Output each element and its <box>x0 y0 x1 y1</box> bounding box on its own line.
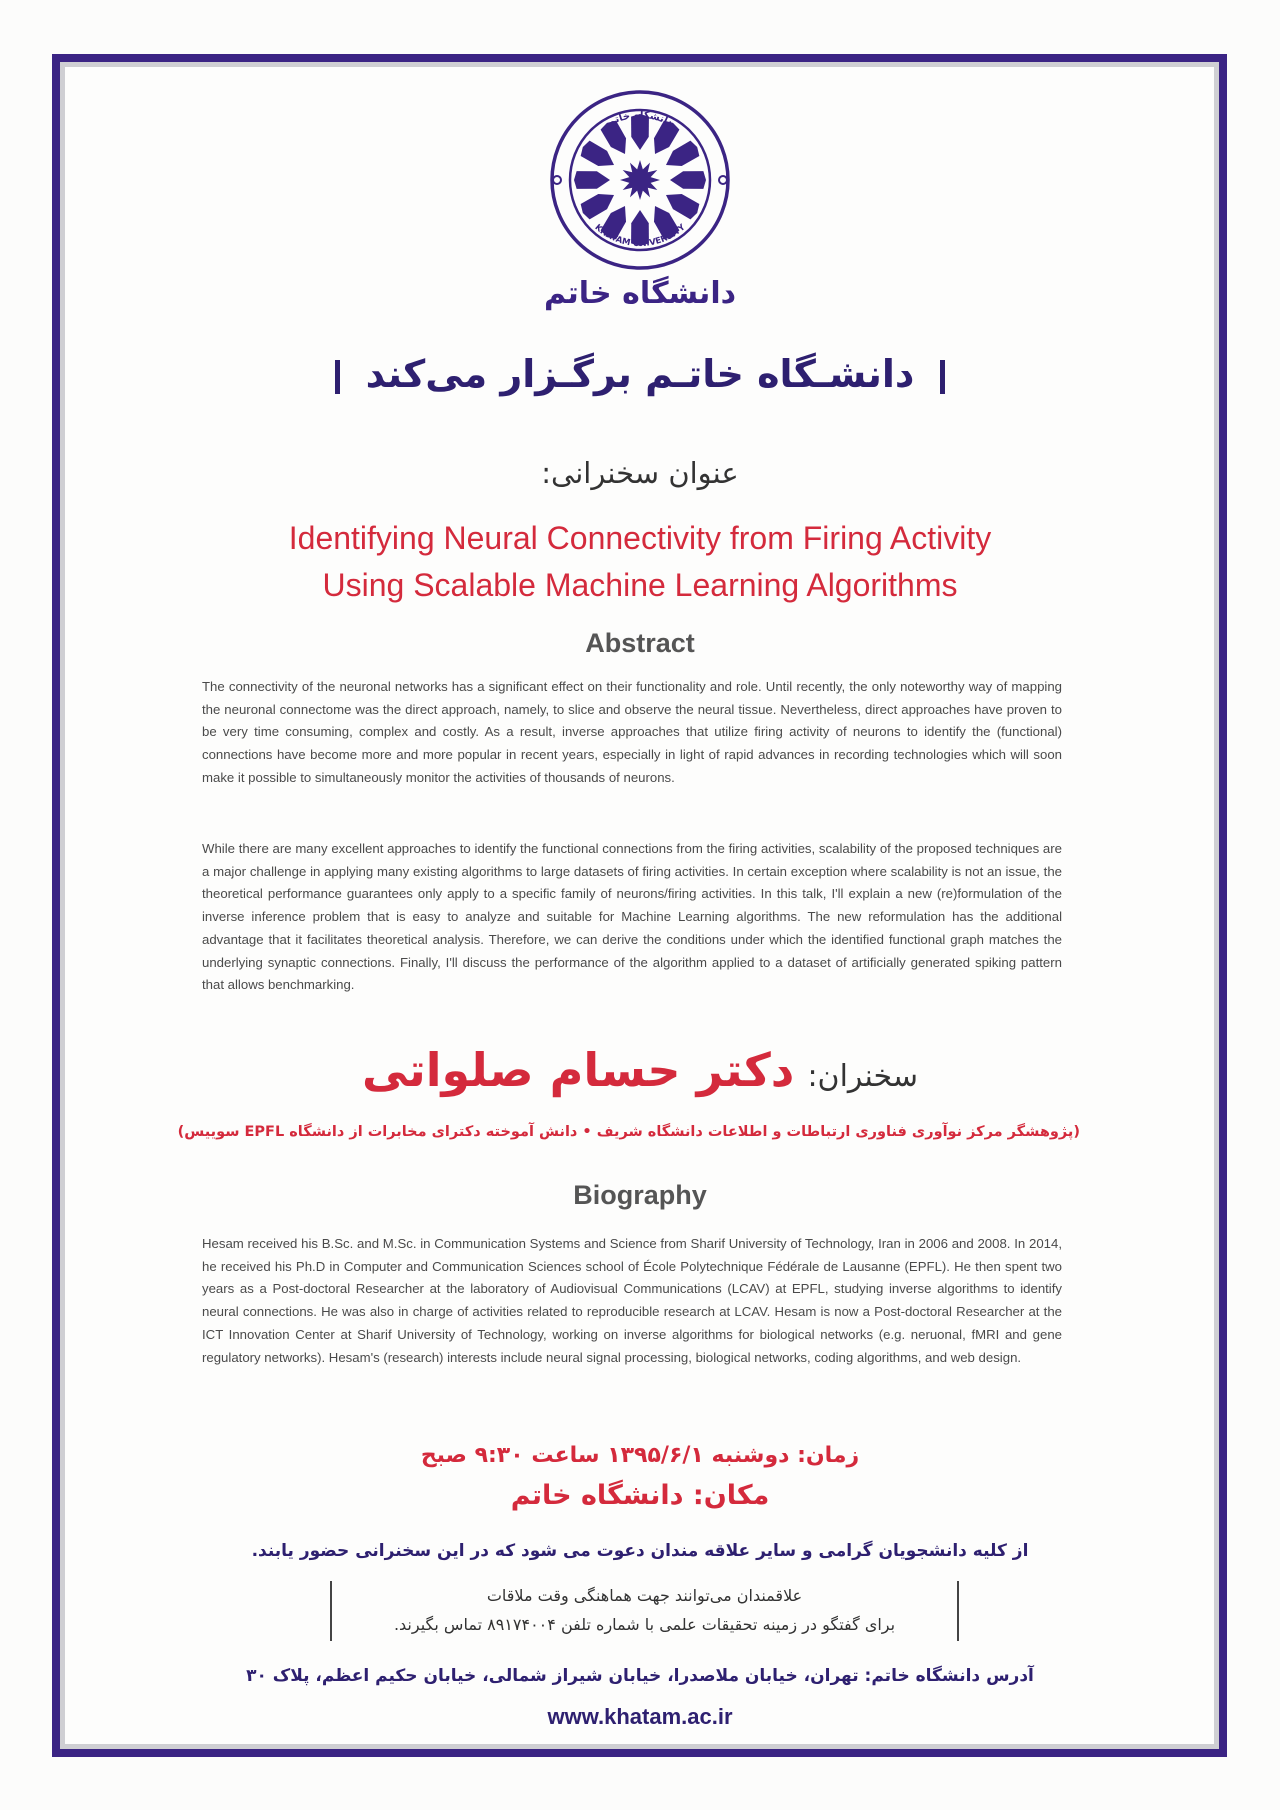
logo-star-shape <box>620 160 660 200</box>
biography-heading: Biography <box>573 1180 707 1210</box>
title-text: دانشـگاه خاتـم برگـزار می‌کند <box>365 352 915 396</box>
speaker-row <box>0 1043 1280 1097</box>
logo-center-star <box>620 160 660 200</box>
speaker-affiliation: (پژوهشگر مرکز نوآوری فناوری ارتباطات و اطلاعات دانشگاه شریف • دانش آموخته دکترای مخابرات از دانشگاه EPFL سوییس) <box>177 1124 1080 1140</box>
logo-ring-top-text: دانشگاه خاتم <box>605 109 675 129</box>
university-address: آدرس دانشگاه خاتم: تهران، خیابان ملاصدرا، خیابان شیراز شمالی، خیابان حکیم اعظم، پلاک ۳۰ <box>246 1666 1034 1686</box>
talk-title <box>190 515 1090 609</box>
logo-petal <box>581 141 614 166</box>
contact-line-2: برای گفتگو در زمینه تحقیقات علمی با شماره تلفن ۸۹۱۷۴۰۰۴ تماس بگیرند. <box>393 1615 896 1634</box>
biography-text: Hesam received his B.Sc. and M.Sc. in Communication Systems and Science from Sharif University of Technology, Iran in 2006 and 2008. In 2014, he received his Ph.D in Computer and Communication Sciences school of École Polytechnique Fédérale de Lausanne (EPFL). He then spent two years as a Post-doctoral Researcher at the laboratory of Audiovisual Communications (LCAV) at EPFL, studying inverse algorithms to identify neural connections. He was also in charge of activities related to reproducible research at LCAV. Hesam is now a Post-doctoral Researcher at the ICT Innovation Center at Sharif University of Technology, working on inverse algorithms for biological networks (e.g. neruonal, fMRI and gene regulatory networks). Hesam's (research) interests include neural signal processing, biological networks, coding algorithms, and web design. <box>202 1236 1062 1365</box>
speaker-label: سخنران: <box>807 1059 919 1094</box>
abstract-heading: Abstract <box>585 628 695 658</box>
abstract-paragraph-1: The connectivity of the neuronal networks has a significant effect on their functionality and role. Until recently, the only noteworthy way of mapping the neuronal connectome was the direct approach, namely, to slice and observe the neural tissue. Nevertheless, direct approaches have proven to be very time consuming, complex and costly. As a result, inverse approaches that utilize firing activity of neurons to identify the (functional) connections have become more and more popular in recent years, especially in light of rapid advances in recording technologies which will soon make it possible to simultaneously monitor the activities of thousands of neurons. <box>202 679 1062 785</box>
talk-title-line-2: Using Scalable Machine Learning Algorithms <box>322 567 958 603</box>
university-logo <box>548 88 732 272</box>
logo-petal <box>581 194 614 219</box>
event-location: مکان: دانشگاه خاتم <box>510 1480 770 1511</box>
logo-petal <box>574 171 610 189</box>
website-link[interactable]: www.khatam.ac.ir <box>547 1704 733 1729</box>
contact-line-1: علاقمندان می‌توانند جهت هماهنگی وقت ملاقات <box>486 1586 803 1605</box>
logo-wordmark: دانشگاه خاتم <box>543 276 736 311</box>
khatam-university-rosette-icon <box>548 88 732 272</box>
abstract-paragraph-2: While there are many excellent approaches to identify the functional connections from the firing activities, scalability of the proposed techniques are a major challenge in applying many existing algorithms to large datasets of firing activities. In certain exception where scalability is not an issue, the theoretical performance guarantees only apply to a specific family of neurons/firing activities. In this talk, I'll explain a new (re)formulation of the inverse inference problem that is easy to analyze and suitable for Machine Learning algorithms. The new reformulation has the additional advantage that it facilitates theoretical analysis. Therefore, we can derive the conditions under which the identified functional graph matches the underlying synaptic connections. Finally, I'll discuss the performance of the algorithm applied to a dataset of artificially generated spiking pattern that allows benchmarking. <box>202 841 1062 993</box>
event-time: زمان: دوشنبه ۱۳۹۵/۶/۱ ساعت ۹:۳۰ صبح <box>420 1443 860 1468</box>
title-bar-right <box>940 360 945 394</box>
logo-left-dot <box>553 176 561 184</box>
logo-petal <box>666 194 699 219</box>
logo-right-dot <box>719 176 727 184</box>
talk-title-line-1: Identifying Neural Connectivity from Firing Activity <box>288 520 992 556</box>
page-title <box>0 352 1280 396</box>
speaker-name: دکتر حسام صلواتی <box>361 1043 795 1097</box>
title-bar-left <box>335 360 340 394</box>
invitation-text: از کلیه دانشجویان گرامی و سایر علاقه مندان دعوت می شود که در این سخنرانی حضور یابند. <box>251 1541 1029 1561</box>
contact-box <box>330 1581 959 1641</box>
talk-title-label: عنوان سخنرانی: <box>541 456 739 490</box>
logo-ring-bottom-text: KHATAM UNIVERSITY <box>592 222 688 250</box>
logo-petal <box>666 141 699 166</box>
logo-petal <box>670 171 706 189</box>
